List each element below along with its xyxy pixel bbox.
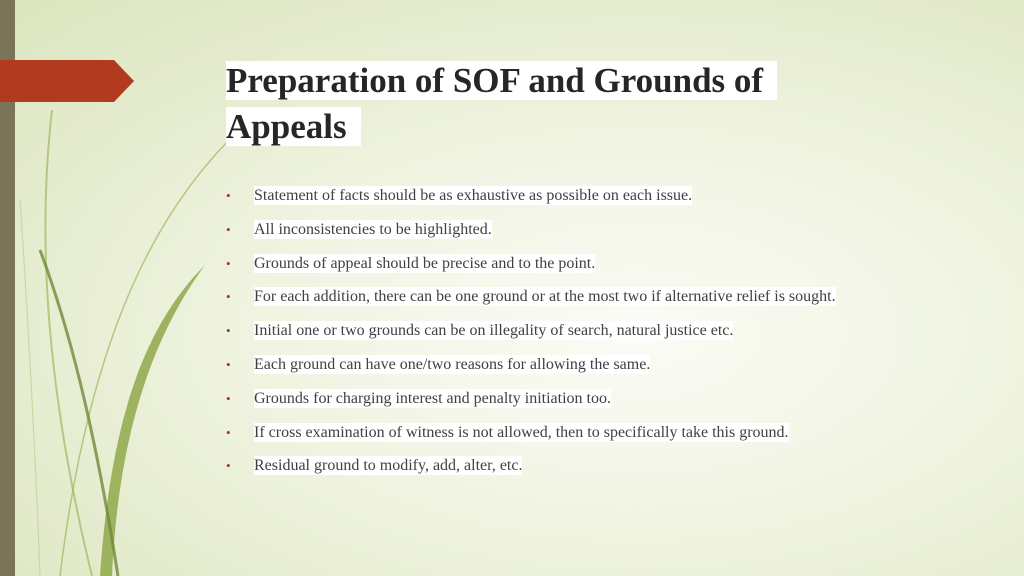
list-item — [224, 213, 1014, 247]
list-item — [224, 348, 1014, 382]
bullet-text: Initial one or two grounds can be on illegality of search, natural justice etc. — [254, 322, 734, 340]
bullet-icon: • — [226, 458, 231, 474]
bullet-list — [224, 179, 1014, 483]
bullet-icon: • — [226, 323, 231, 339]
list-item — [224, 247, 1014, 281]
bullet-text: For each addition, there can be one ground or at the most two if alternative relief is sought. — [254, 288, 836, 306]
slide-title-text: Preparation of SOF and Grounds of Appeals — [226, 61, 777, 146]
arrow-banner-icon — [0, 60, 134, 102]
bullet-text: Grounds for charging interest and penalty initiation too. — [254, 389, 611, 407]
slide-title — [226, 58, 866, 150]
bullet-text: Residual ground to modify, add, alter, etc. — [254, 457, 523, 475]
bullet-text: Grounds of appeal should be precise and to the point. — [254, 254, 596, 272]
bullet-icon: • — [226, 188, 231, 203]
bullet-text: Each ground can have one/two reasons for allowing the same. — [254, 355, 651, 373]
bullet-icon: • — [226, 289, 231, 305]
list-item — [224, 449, 1014, 483]
list-item — [224, 179, 1014, 213]
bullet-icon: • — [226, 356, 231, 372]
list-item — [224, 382, 1014, 416]
bullet-text: All inconsistencies to be highlighted. — [254, 220, 492, 238]
list-item — [224, 314, 1014, 348]
bullet-text: If cross examination of witness is not allowed, then to specifically take this ground. — [254, 423, 789, 441]
list-item — [224, 416, 1014, 450]
bullet-icon: • — [226, 424, 231, 440]
list-item — [224, 280, 1014, 314]
bullet-icon: • — [226, 221, 231, 237]
bullet-icon: • — [226, 390, 231, 406]
bullet-text: Statement of facts should be as exhaustive as possible on each issue. — [254, 187, 693, 204]
bullet-icon: • — [226, 255, 231, 271]
